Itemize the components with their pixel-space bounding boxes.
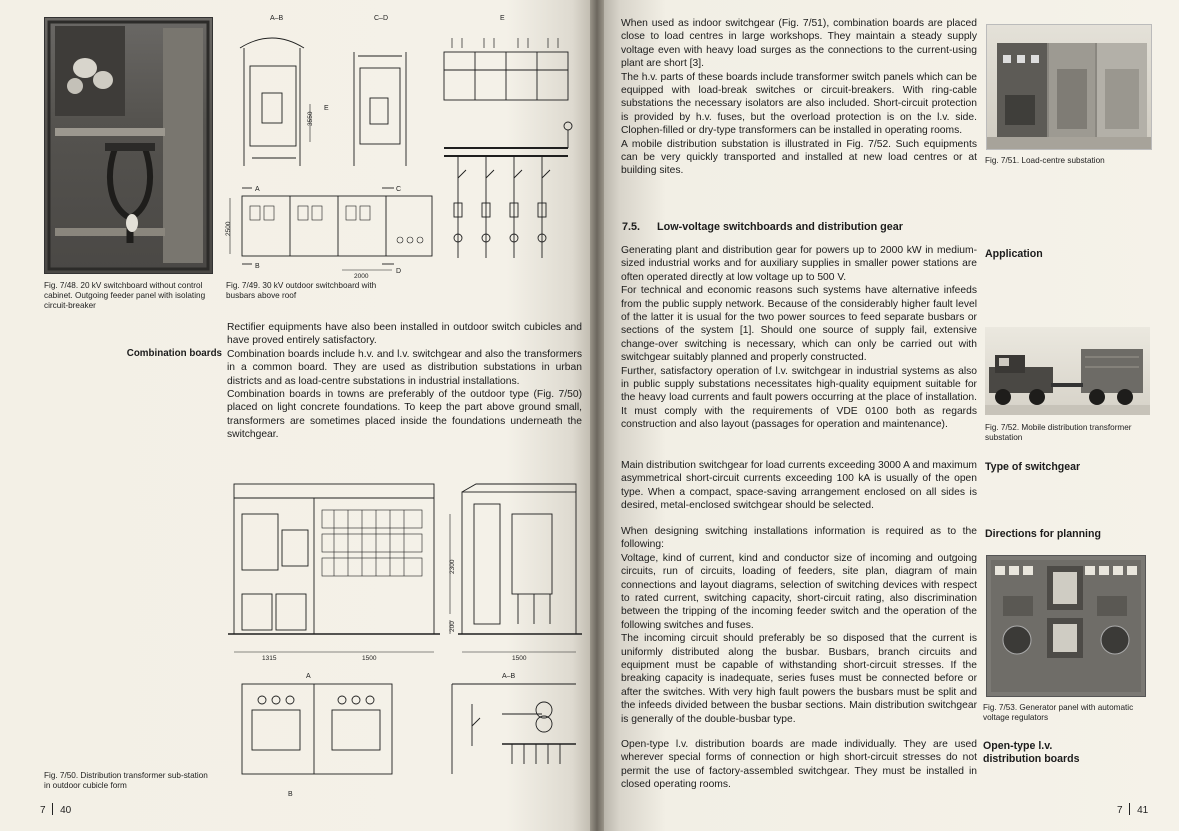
fig50-dim-1500b: 1500: [512, 655, 527, 662]
right-body-open-type: Open-type l.v. distribution boards are made individually. They are used wherever special forms of connection or high short-circuit stresses do not permit the use of factory-assembled switchgear. They must be installed in closed operating rooms.: [621, 739, 977, 791]
left-page-number: [40, 803, 71, 816]
section-number: 7.5.: [622, 221, 641, 233]
fig50-label-b: B: [288, 791, 293, 798]
fig48-switchboard-image: [45, 18, 212, 273]
right-page-num: 41: [1137, 805, 1149, 816]
right-body-type: Main distribution switchgear for load currents exceeding 3000 A and maximum asymmetrical short-circuit currents exceeding 100 kA is usually of the open type. When a compact, space-saving arrangement enclosed on all sides is desired, metal-enclosed switchgear should be selected.: [621, 460, 978, 512]
right-paragraph-2: The h.v. parts of these boards include transformer switch panels which can be equipped with load-break switches or circuit-breakers. With ring-cable substations the necessary isolators are also included. Short-circuit protection is provided by h.v. fuses, but the overload protection is on the l.v. side. Clophen-filled or dry-type transformers can be installed in operating rooms.: [621, 71, 977, 137]
left-paragraph-2: Combination boards include h.v. and l.v. switchgear and also the transformers in a common board. They are used as distribution substations in urban districts and as load-centre substations in industrial installations.: [227, 348, 582, 387]
planning-paragraph-1: When designing switching installations information is required as to the following:: [621, 526, 977, 551]
application-paragraph-2: For technical and economic reasons such systems have alternative infeeds from the public supply network. Because of the considerably higher fault level of the latter it is usual for the two power sources to feed separate busbars or sections of the system [1]. Should one source of supply fail, extensive change-over switching is necessary, which can only be carried out with switchgear suitably planned and properly constructed.: [621, 285, 977, 364]
fig48-caption: Fig. 7/48. 20 kV switchboard without control cabinet. Outgoing feeder panel with isolating circuit-breaker: [44, 281, 206, 310]
right-section-number: 7: [1117, 805, 1123, 816]
fig53-caption: Fig. 7/53. Generator panel with automatic voltage regulators: [983, 703, 1134, 722]
fig50-label-ab: A–B: [502, 673, 516, 680]
fig50-label-a: A: [306, 673, 311, 680]
side-label-application: Application: [985, 248, 1043, 260]
fig50-dim-1315: 1315: [262, 655, 277, 662]
fig49-label-cd: C–D: [374, 15, 389, 22]
fig48-photo: [44, 17, 213, 274]
fig51-substation-image: [987, 25, 1151, 149]
right-paragraph-1: When used as indoor switchgear (Fig. 7/51), combination boards are placed close to load centres in large workshops. They maintain a steady supply voltage even with heavy load surges as the connections to the current-using plant are short [3].: [621, 18, 977, 70]
fig49-label-d: D: [396, 268, 402, 275]
left-paragraph-1: Rectifier equipments have also been installed in outdoor switch cubicles and have proved entirely satisfactory.: [227, 322, 582, 347]
side-label-combination-boards: Combination boards: [126, 348, 222, 359]
left-page-num: 40: [60, 805, 72, 816]
application-paragraph-3: Further, satisfactory operation of l.v. switchgear in industrial systems as also in public supply substations necessitates high-quality equipment suitable for the heavy load currents and fault powers occurring at the place of installation. It must comply with the requirements of VDE 0100 both as regards construction and also layout (passages for operation and maintenance).: [621, 365, 977, 431]
fig49-label-ab: A–B: [270, 15, 284, 22]
fig51-caption: Fig. 7/51. Load-centre substation: [985, 156, 1105, 165]
side-label-directions-for-planning: Directions for planning: [985, 528, 1101, 540]
fig53-generator-panel-image: [987, 556, 1145, 696]
fig51-photo: [986, 24, 1152, 150]
fig49-label-e: E: [500, 15, 505, 22]
fig52-photo: [985, 327, 1150, 415]
right-body-application: [621, 244, 977, 432]
left-section-number: 7: [40, 805, 46, 816]
fig52-caption: Fig. 7/52. Mobile distribution transformer substation: [985, 423, 1132, 442]
fig49-dim-2000: 2000: [354, 273, 369, 280]
fig49-dim-2500: 2500: [225, 221, 232, 236]
fig49-label-e-mark: E: [324, 105, 329, 112]
fig53-photo: [986, 555, 1146, 697]
application-paragraph-1: Generating plant and distribution gear for powers up to 2000 kW in medium-sized industrial works and for auxiliary supplies in smaller power stations are often operated directly at low voltage up to 500 V.: [621, 245, 977, 283]
section-title: Low-voltage switchboards and distribution gear: [657, 221, 903, 233]
fig50-drawing: [222, 474, 586, 802]
fig50-caption: Fig. 7/50. Distribution transformer sub-station in outdoor cubicle form: [44, 771, 208, 790]
fig49-label-b: B: [255, 263, 260, 270]
fig52-truck-image: [985, 327, 1150, 415]
left-paragraph-3: Combination boards in towns are preferably of the outdoor type (Fig. 7/50) placed on light concrete foundations. To keep the part above ground small, transformers are sometimes placed inside the foundations underneath the switchgear.: [227, 389, 582, 441]
fig49-label-c: C: [396, 186, 402, 193]
right-body-planning: [621, 525, 977, 726]
section-heading: [622, 221, 982, 233]
fig49-drawing: [222, 8, 586, 280]
side-label-type-of-switchgear: Type of switchgear: [985, 461, 1081, 473]
fig49-label-a: A: [255, 186, 260, 193]
right-body-top: [621, 17, 977, 178]
fig50-dim-2300: 2300: [449, 559, 456, 574]
planning-paragraph-2: Voltage, kind of current, kind and conductor size of incoming and outgoing circuits, run of circuits, loading of feeders, site plan, diagram of main connections and layout diagrams, selection of switching devices with respect to rated current, switching capacity, short-circuit rating, also discrimination between the tripping of the incoming feeder switch and the operation of the following switches and fuses.: [621, 552, 977, 631]
fig49-dim-3550: 3550: [307, 111, 314, 126]
fig50-dim-200: 200: [449, 621, 456, 632]
left-body-text: [227, 321, 582, 442]
fig49-caption: Fig. 7/49. 30 kV outdoor switchboard with busbars above roof: [226, 281, 377, 300]
planning-paragraph-3: The incoming circuit should preferably be so disposed that the current is uniformly distributed along the busbar. Busbars, branch circuits and equipment must be capable of withstanding short-circuit stresses. If the breaking capacity is inadequate, series fuses must be connected before or after the switches. With very high fault powers the busbars must be split and the infeeds divided between the busbar sections. Main distribution switchgear is generally of the double-busbar type.: [621, 633, 977, 725]
right-paragraph-3: A mobile distribution substation is illustrated in Fig. 7/52. Such equipments can be very quickly transported and installed at new load centres or at building sites.: [621, 138, 977, 177]
book-gutter: [590, 0, 604, 831]
right-page-number: [1117, 803, 1148, 816]
side-label-open-type: Open-type l.v. distribution boards: [983, 740, 1080, 765]
fig50-dim-1500a: 1500: [362, 655, 377, 662]
